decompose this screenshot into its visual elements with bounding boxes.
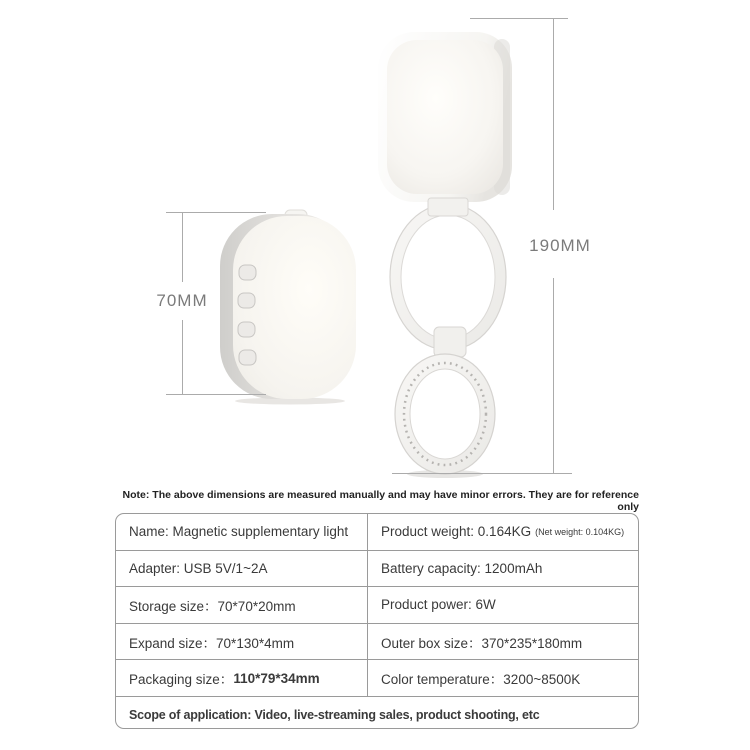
spec-name-text: Name: Magnetic supplementary light	[129, 524, 349, 540]
table-row	[116, 623, 638, 660]
spec-storage-size-text: Storage size：70*70*20mm	[129, 598, 296, 614]
spec-adapter	[116, 551, 368, 587]
spec-color-temperature-text: Color temperature：3200~8500K	[381, 672, 581, 688]
spec-expand-size	[116, 624, 368, 660]
ring-hinge	[434, 327, 466, 357]
dim-190-label: 190MM	[529, 236, 591, 255]
spec-outer-box-text: Outer box size：370*235*180mm	[381, 635, 583, 651]
light-head	[378, 32, 512, 202]
side-button-2	[238, 293, 255, 308]
dim-70-line-upper	[182, 212, 183, 282]
light-diffuser-panel	[387, 40, 503, 194]
spec-product-weight	[368, 514, 638, 550]
spec-packaging-value: 110*79*34mm	[233, 670, 320, 686]
spec-storage-size	[116, 587, 368, 623]
spec-battery	[368, 551, 638, 587]
dim-190-line-lower	[553, 278, 554, 473]
table-row	[116, 659, 638, 696]
dim-70-label: 70MM	[156, 291, 208, 310]
spec-net-weight-text: (Net weight: 0.104KG)	[535, 526, 625, 537]
spec-name	[116, 514, 368, 550]
product-side-view-image	[205, 205, 365, 405]
side-button-1	[239, 265, 256, 280]
dim-190-line-upper	[553, 18, 554, 210]
spec-packaging-size	[116, 660, 368, 696]
spec-outer-box	[368, 624, 638, 660]
table-row	[116, 514, 638, 550]
table-row	[116, 550, 638, 587]
dim-190-bottom-tick	[392, 473, 572, 474]
table-row	[116, 586, 638, 623]
spec-power-text: Product power: 6W	[381, 597, 496, 613]
spec-adapter-text: Adapter: USB 5V/1~2A	[129, 560, 268, 576]
spec-table	[115, 513, 639, 729]
spec-expand-size-text: Expand size：70*130*4mm	[129, 635, 295, 651]
magnetic-ring	[395, 354, 495, 478]
spec-scope	[116, 697, 638, 729]
spec-packaging-label: Packaging size：	[129, 672, 234, 688]
spec-scope-text: Scope of application: Video, live-streaming sales, product shooting, etc	[129, 707, 540, 722]
light-hinge	[428, 198, 468, 216]
dim-70-top-tick	[166, 212, 266, 213]
side-button-4	[239, 350, 256, 365]
spec-color-temperature	[368, 660, 638, 696]
spec-product-weight-text: Product weight: 0.164KG	[381, 524, 532, 540]
dim-70-bottom-tick	[166, 394, 266, 395]
spec-battery-text: Battery capacity: 1200mAh	[381, 560, 543, 576]
side-button-3	[238, 322, 255, 337]
dim-70-line-lower	[182, 320, 183, 394]
measurement-note: Note: The above dimensions are measured manually and may have minor errors. They are for reference only	[122, 489, 639, 513]
table-row	[116, 696, 638, 729]
spec-power	[368, 587, 638, 623]
